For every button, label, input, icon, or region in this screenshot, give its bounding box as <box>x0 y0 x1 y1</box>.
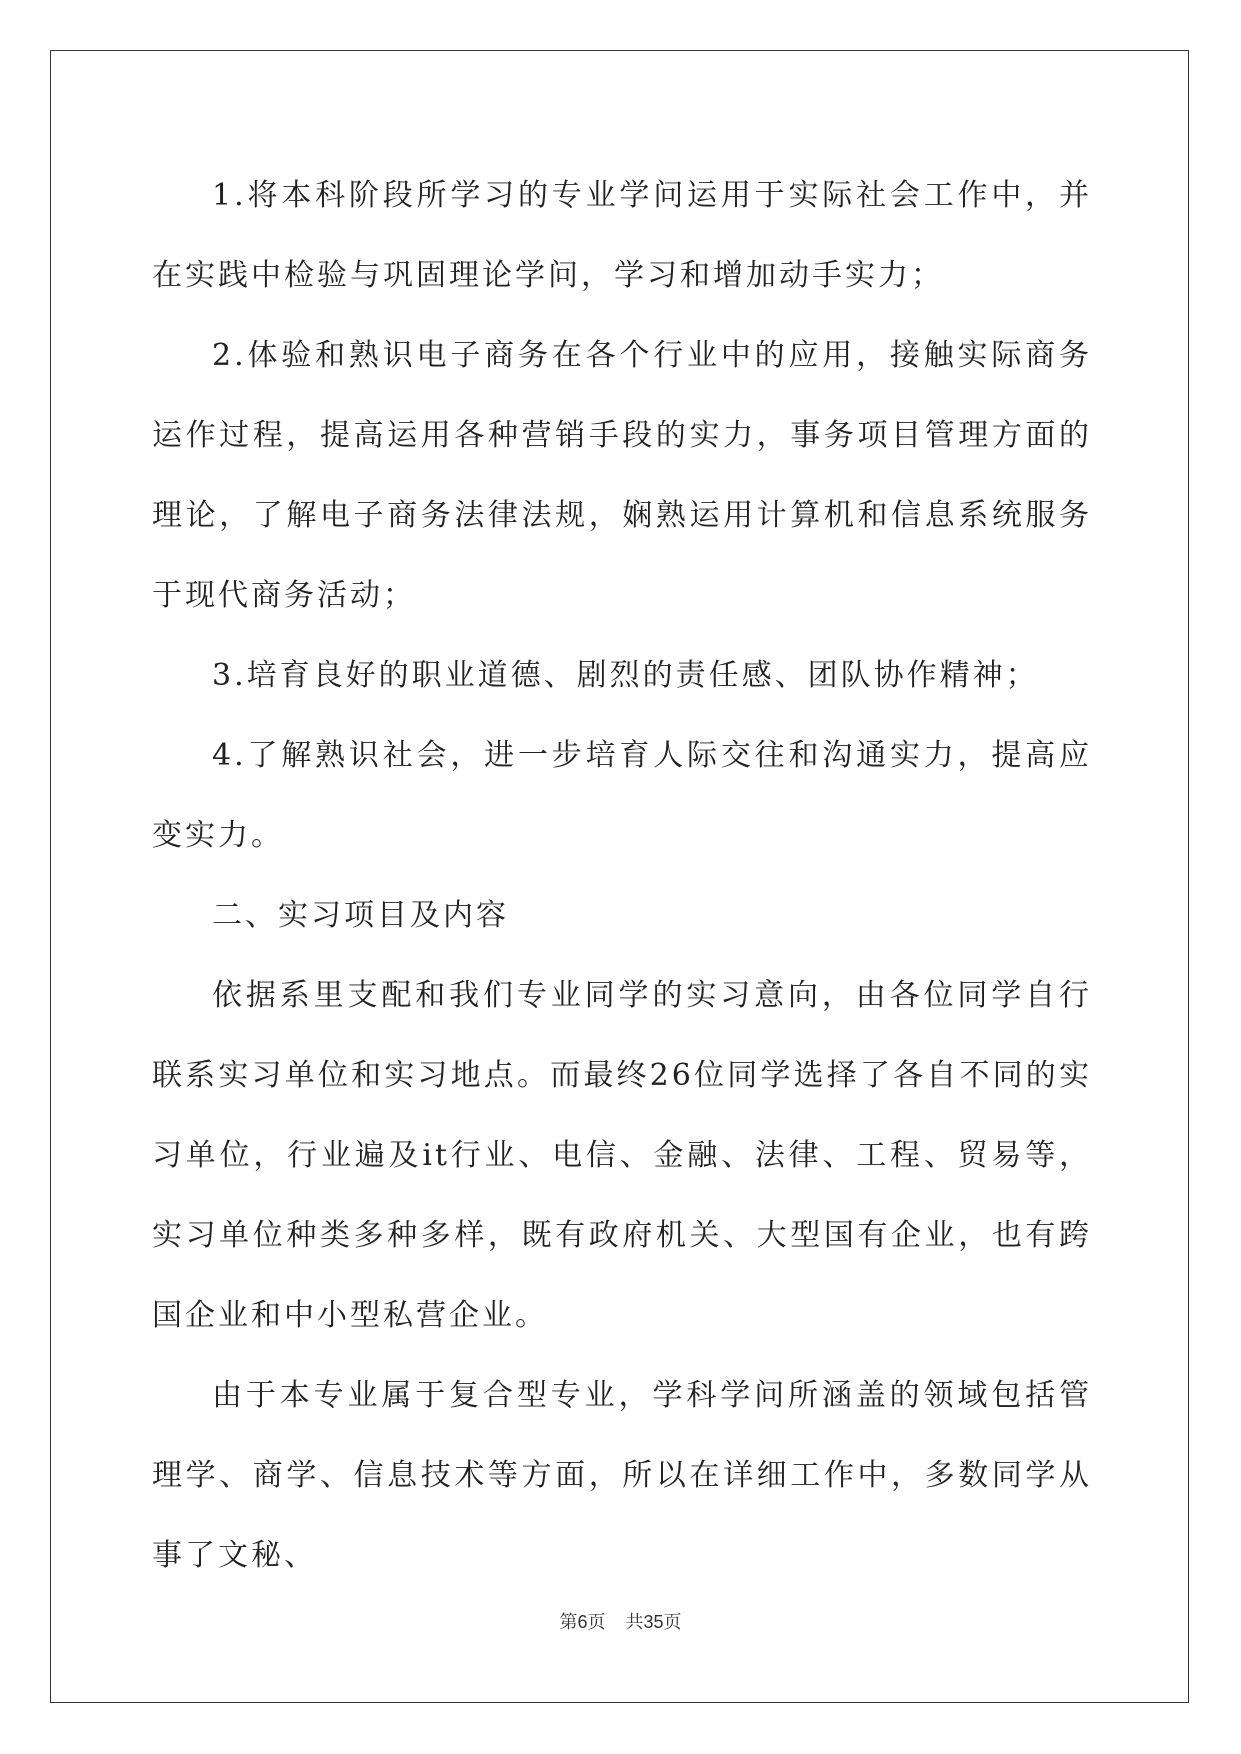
paragraph-objective-2: 2.体验和熟识电子商务在各个行业中的应用，接触实际商务运作过程，提高运用各种营销手段的实力，事务项目管理方面的理论，了解电子商务法律法规，娴熟运用计算机和信息系统服务于现代商务活动； <box>152 338 1092 613</box>
current-page-number: 6 <box>577 1612 588 1632</box>
paragraph-objective-3: 3.培育良好的职业道德、剧烈的责任感、团队协作精神； <box>212 658 1039 693</box>
footer-total-suffix: 页 <box>663 1612 682 1633</box>
footer-total-prefix: 共 <box>625 1612 644 1633</box>
page-footer <box>0 1610 1241 1635</box>
paragraph-internship-work: 由于本专业属于复合型专业，学科学问所涵盖的领域包括管理学、商学、信息技术等方面，所以在详细工作中，多数同学从事了文秘、 <box>152 1378 1092 1573</box>
paragraph-objective-4: 4.了解熟识社会，进一步培育人际交往和沟通实力，提高应变实力。 <box>152 738 1092 853</box>
paragraph-objective-1: 1.将本科阶段所学习的专业学问运用于实际社会工作中，并在实践中检验与巩固理论学问，学习和增加动手实力； <box>152 178 1092 293</box>
section-heading: 二、实习项目及内容 <box>212 898 509 933</box>
paragraph-internship-arrangement: 依据系里支配和我们专业同学的实习意向，由各位同学自行联系实习单位和实习地点。而最终26位同学选择了各自不同的实习单位，行业遍及it行业、电信、金融、法律、工程、贸易等，实习单位种类多种多样，既有政府机关、大型国有企业，也有跨国企业和中小型私营企业。 <box>152 978 1092 1333</box>
document-body <box>152 156 1092 1596</box>
footer-page-word: 页 <box>587 1612 606 1633</box>
total-pages-number: 35 <box>643 1612 664 1632</box>
footer-prefix: 第 <box>559 1612 578 1633</box>
